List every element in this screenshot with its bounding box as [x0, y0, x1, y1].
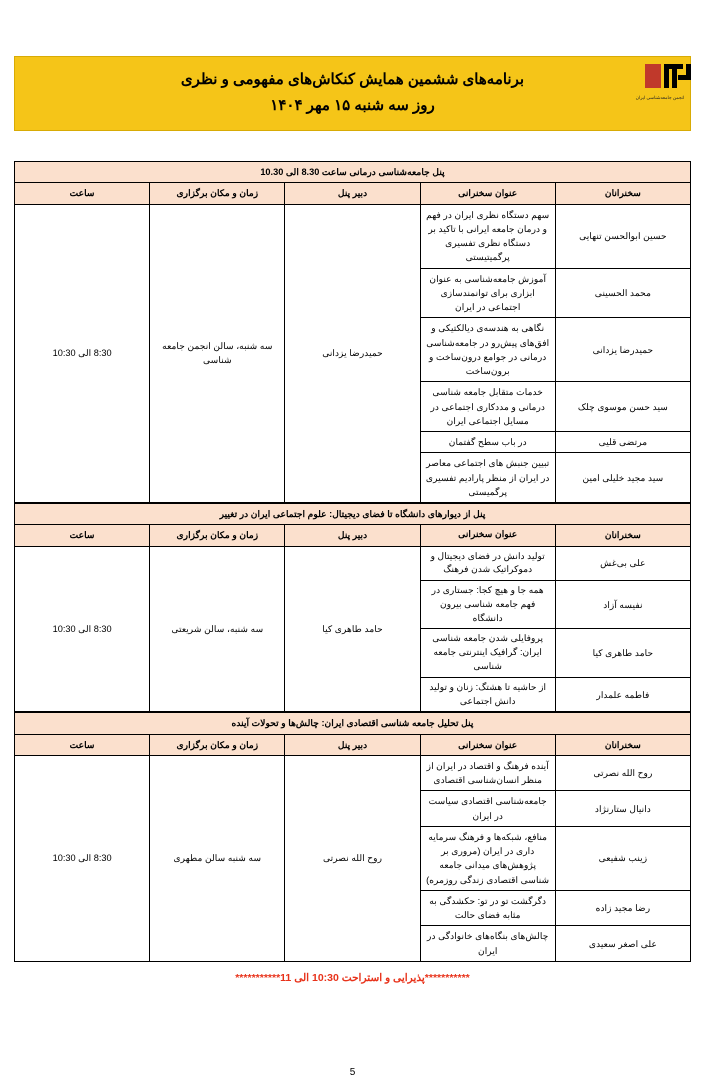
column-header-row — [15, 183, 691, 204]
talk-title: منافع، شبکه‌ها و فرهنگ سرمایه داری در ایران (مروری بر پژوهش‌های میدانی جامعه شناسی اقتصادی زندگی روزمره) — [420, 826, 555, 890]
break-note: ***********پذیرایی و استراحت 10:30 الی 11*********** — [235, 971, 470, 984]
column-header-row — [15, 734, 691, 755]
speaker-name: علی بی‌غش — [555, 546, 690, 581]
column-header-secretary: دبیر پنل — [285, 734, 420, 755]
panel-secretary: حمیدرضا یزدانی — [285, 204, 420, 503]
logo-mark-icon — [645, 62, 691, 92]
panel-title-row — [15, 713, 691, 734]
panel-table-2 — [14, 503, 691, 712]
panel-title-row — [15, 162, 691, 183]
speaker-name: سید مجید خلیلی امین — [555, 453, 690, 503]
talk-title: همه جا و هیچ کجا: جستاری در فهم جامعه شناسی بیرون دانشگاه — [420, 581, 555, 629]
speaker-name: زینب شفیعی — [555, 826, 690, 890]
talk-title: جامعه‌شناسی اقتصادی سیاست در ایران — [420, 791, 555, 827]
column-header-secretary: دبیر پنل — [285, 525, 420, 546]
panel-hour: 8:30 الی 10:30 — [15, 546, 150, 712]
column-header-hour: ساعت — [15, 525, 150, 546]
association-logo — [629, 62, 691, 110]
table-row — [15, 204, 691, 268]
column-header-topic: عنوان سخنرانی — [420, 525, 555, 546]
table-row — [15, 755, 691, 791]
column-header-secretary: دبیر پنل — [285, 183, 420, 204]
speaker-name: نفیسه آزاد — [555, 581, 690, 629]
talk-title: از حاشیه تا هشتگ: زنان و تولید دانش اجتماعی — [420, 677, 555, 712]
speaker-name: محمد الحسینی — [555, 268, 690, 318]
talk-title: پروفایلی شدن جامعه شناسی ایران: گرافیک اینترنتی جامعه شناسی — [420, 629, 555, 677]
panel-title: پنل جامعه‌شناسی درمانی ساعت 8.30 الی 10.30 — [15, 162, 691, 183]
speaker-name: حمیدرضا یزدانی — [555, 318, 690, 382]
talk-title: چالش‌های بنگاه‌های خانوادگی در ایران — [420, 926, 555, 962]
panel-table-1 — [14, 161, 691, 503]
speaker-name: دانیال ستارنژاد — [555, 791, 690, 827]
panel-hour: 8:30 الی 10:30 — [15, 755, 150, 961]
title-banner — [14, 56, 691, 131]
column-header-place: زمان و مکان برگزاری — [150, 183, 285, 204]
speaker-name: فاطمه علمدار — [555, 677, 690, 712]
talk-title: در باب سطح گفتمان — [420, 432, 555, 453]
talk-title: آموزش جامعه‌شناسی به عنوان ابزاری برای توانمندسازی اجتماعی در ایران — [420, 268, 555, 318]
speaker-name: علی اصغر سعیدی — [555, 926, 690, 962]
panel-title: پنل از دیوارهای دانشگاه تا فضای دیجیتال: علوم اجتماعی ایران در تغییر — [15, 504, 691, 525]
talk-title: تبیین جنبش های اجتماعی معاصر در ایران از منظر پارادیم تفسیری پرگمیستی — [420, 453, 555, 503]
panel-place: سه شنبه سالن مطهری — [150, 755, 285, 961]
column-header-speaker: سخنرانان — [555, 525, 690, 546]
document-page — [0, 56, 705, 1092]
column-header-hour: ساعت — [15, 734, 150, 755]
column-header-speaker: سخنرانان — [555, 183, 690, 204]
speaker-name: سید حسن موسوی چلک — [555, 382, 690, 432]
column-header-place: زمان و مکان برگزاری — [150, 525, 285, 546]
logo-red-block — [645, 64, 661, 88]
speaker-name: رضا مجید زاده — [555, 890, 690, 926]
panel-table-3 — [14, 712, 691, 962]
panel-place: سه شنبه، سالن شریعتی — [150, 546, 285, 712]
column-header-place: زمان و مکان برگزاری — [150, 734, 285, 755]
speaker-name: حسین ابوالحسن تنهایی — [555, 204, 690, 268]
panel-title: پنل تحلیل جامعه شناسی اقتصادی ایران: چالش‌ها و تحولات آینده — [15, 713, 691, 734]
column-header-topic: عنوان سخنرانی — [420, 183, 555, 204]
panel-secretary: روح الله نصرتی — [285, 755, 420, 961]
column-header-speaker: سخنرانان — [555, 734, 690, 755]
speaker-name: روح الله نصرتی — [555, 755, 690, 791]
table-row — [15, 546, 691, 581]
banner-line-2: روز سه شنبه ۱۵ مهر ۱۴۰۴ — [270, 96, 435, 114]
column-header-row — [15, 525, 691, 546]
talk-title: تولید دانش در فضای دیجیتال و دموکراتیک شدن فرهنگ — [420, 546, 555, 581]
panel-secretary: حامد طاهری کیا — [285, 546, 420, 712]
column-header-hour: ساعت — [15, 183, 150, 204]
talk-title: دگرگشت تو در تو: حکشدگی به مثابه فضای حالت — [420, 890, 555, 926]
panel-hour: 8:30 الی 10:30 — [15, 204, 150, 503]
banner-line-1: برنامه‌های ششمین همایش کنکاش‌های مفهومی و نظری — [180, 71, 525, 88]
talk-title: آینده فرهنگ و اقتصاد در ایران از منظر انسان‌شناسی اقتصادی — [420, 755, 555, 791]
speaker-name: حامد طاهری کیا — [555, 629, 690, 677]
page-number: 5 — [349, 1067, 356, 1078]
logo-caption: انجمن جامعه‌شناسی ایران — [635, 95, 685, 100]
talk-title: نگاهی به هندسه‌ی دیالکتیکی و افق‌های پیش‌رو در جامعه‌شناسی درمانی در جوامع درون‌ساخت و برون‌ساخت — [420, 318, 555, 382]
panel-title-row — [15, 504, 691, 525]
panel-place: سه شنبه، سالن انجمن جامعه شناسی — [150, 204, 285, 503]
talk-title: خدمات متقابل جامعه شناسی درمانی و مددکاری اجتماعی در مسایل اجتماعی ایران — [420, 382, 555, 432]
talk-title: سهم دستگاه نظری ایران در فهم و درمان جامعه ایرانی با تاکید بر دستگاه نظری تفسیری پرگمیتیستی — [420, 204, 555, 268]
column-header-topic: عنوان سخنرانی — [420, 734, 555, 755]
speaker-name: مرتضی قلیی — [555, 432, 690, 453]
